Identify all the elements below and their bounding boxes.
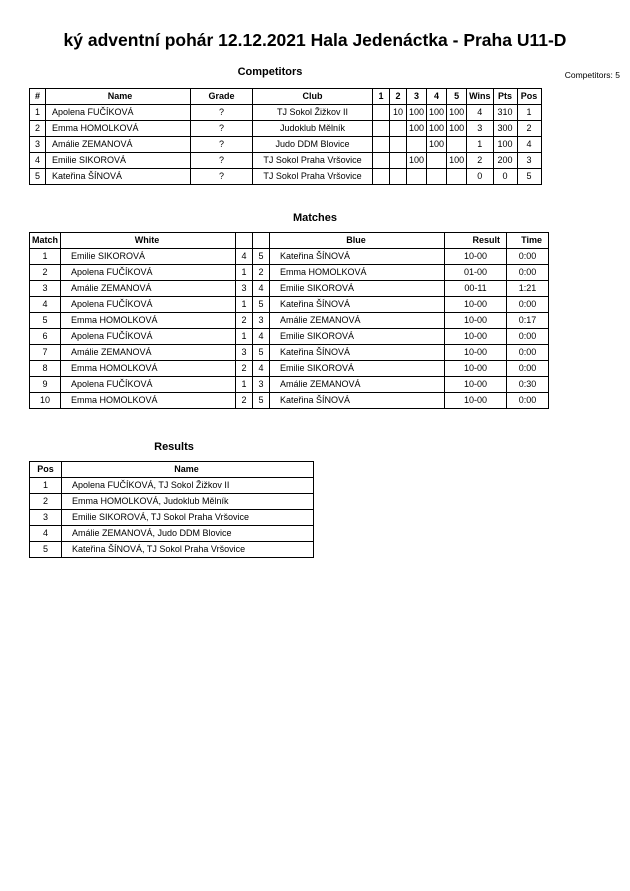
cell-time: 0:00	[507, 393, 549, 409]
cell-white-number: 4	[236, 249, 253, 265]
cell-time: 0:30	[507, 377, 549, 393]
cell-wins: 0	[467, 169, 493, 185]
cell-round-2	[390, 153, 407, 169]
cell-white-number: 2	[236, 361, 253, 377]
cell-name: Emma HOMOLKOVÁ, Judoklub Mělník	[62, 494, 314, 510]
cell-points: 100	[493, 137, 517, 153]
column-header-white: White	[61, 233, 236, 249]
column-header-round-4: 4	[427, 89, 447, 105]
column-header-name: Name	[62, 462, 314, 478]
column-header-time: Time	[507, 233, 549, 249]
cell-time: 0:00	[507, 329, 549, 345]
cell-blue-number: 4	[253, 361, 270, 377]
cell-name: Amálie ZEMANOVÁ	[46, 137, 191, 153]
cell-match-number: 4	[30, 297, 61, 313]
cell-match-number: 5	[30, 313, 61, 329]
cell-club: TJ Sokol Žižkov II	[253, 105, 373, 121]
cell-time: 0:00	[507, 345, 549, 361]
table-row	[30, 313, 549, 329]
table-header-row	[30, 462, 314, 478]
column-header-number: #	[30, 89, 46, 105]
column-header-points: Pts	[493, 89, 517, 105]
results-section-heading: Results	[154, 441, 194, 453]
column-header-blue-number	[253, 233, 270, 249]
cell-result: 10-00	[445, 249, 507, 265]
cell-name: Apolena FUČÍKOVÁ	[46, 105, 191, 121]
cell-round-3: 100	[407, 153, 427, 169]
cell-number: 5	[30, 169, 46, 185]
cell-round-2	[390, 137, 407, 153]
table-row	[30, 345, 549, 361]
cell-position: 2	[30, 494, 62, 510]
cell-position: 5	[517, 169, 541, 185]
cell-round-1	[373, 137, 390, 153]
results-table	[29, 461, 314, 558]
cell-round-2	[390, 121, 407, 137]
cell-match-number: 6	[30, 329, 61, 345]
cell-white-name: Apolena FUČÍKOVÁ	[61, 297, 236, 313]
column-header-club: Club	[253, 89, 373, 105]
table-row	[30, 265, 549, 281]
cell-white-name: Amálie ZEMANOVÁ	[61, 281, 236, 297]
cell-white-name: Emilie SIKOROVÁ	[61, 249, 236, 265]
cell-white-number: 1	[236, 377, 253, 393]
cell-match-number: 3	[30, 281, 61, 297]
cell-round-5: 100	[447, 121, 467, 137]
cell-match-number: 10	[30, 393, 61, 409]
cell-result: 10-00	[445, 329, 507, 345]
cell-number: 4	[30, 153, 46, 169]
cell-wins: 1	[467, 137, 493, 153]
cell-round-4: 100	[427, 121, 447, 137]
table-row	[30, 137, 542, 153]
cell-result: 01-00	[445, 265, 507, 281]
cell-time: 0:17	[507, 313, 549, 329]
cell-name: Emma HOMOLKOVÁ	[46, 121, 191, 137]
cell-points: 310	[493, 105, 517, 121]
column-header-round-1: 1	[373, 89, 390, 105]
cell-result: 10-00	[445, 345, 507, 361]
column-header-position: Pos	[30, 462, 62, 478]
cell-white-name: Apolena FUČÍKOVÁ	[61, 377, 236, 393]
cell-match-number: 2	[30, 265, 61, 281]
cell-club: Judoklub Mělník	[253, 121, 373, 137]
matches-table	[29, 232, 549, 409]
cell-name: Kateřina ŠÍNOVÁ	[46, 169, 191, 185]
cell-white-number: 2	[236, 313, 253, 329]
table-header-row	[30, 89, 542, 105]
cell-club: TJ Sokol Praha Vršovice	[253, 169, 373, 185]
cell-position: 2	[517, 121, 541, 137]
table-row	[30, 361, 549, 377]
table-row	[30, 510, 314, 526]
table-row	[30, 281, 549, 297]
cell-number: 2	[30, 121, 46, 137]
cell-position: 4	[517, 137, 541, 153]
cell-white-number: 3	[236, 281, 253, 297]
cell-time: 0:00	[507, 265, 549, 281]
cell-position: 1	[30, 478, 62, 494]
competitors-table	[29, 88, 542, 185]
cell-white-number: 1	[236, 329, 253, 345]
cell-result: 00-11	[445, 281, 507, 297]
table-row	[30, 542, 314, 558]
cell-match-number: 7	[30, 345, 61, 361]
cell-result: 10-00	[445, 313, 507, 329]
column-header-round-5: 5	[447, 89, 467, 105]
cell-name: Amálie ZEMANOVÁ, Judo DDM Blovice	[62, 526, 314, 542]
cell-white-name: Apolena FUČÍKOVÁ	[61, 265, 236, 281]
cell-time: 0:00	[507, 249, 549, 265]
cell-blue-name: Emma HOMOLKOVÁ	[270, 265, 445, 281]
cell-points: 0	[493, 169, 517, 185]
cell-name: Emilie SIKOROVÁ, TJ Sokol Praha Vršovice	[62, 510, 314, 526]
cell-club: Judo DDM Blovice	[253, 137, 373, 153]
cell-white-number: 2	[236, 393, 253, 409]
cell-number: 1	[30, 105, 46, 121]
cell-round-5	[447, 137, 467, 153]
cell-match-number: 8	[30, 361, 61, 377]
table-row	[30, 297, 549, 313]
cell-blue-number: 5	[253, 297, 270, 313]
table-row	[30, 249, 549, 265]
cell-grade: ?	[191, 137, 253, 153]
cell-blue-number: 4	[253, 281, 270, 297]
column-header-result: Result	[445, 233, 507, 249]
cell-position: 3	[30, 510, 62, 526]
cell-position: 1	[517, 105, 541, 121]
cell-match-number: 9	[30, 377, 61, 393]
cell-name: Kateřina ŠÍNOVÁ, TJ Sokol Praha Vršovice	[62, 542, 314, 558]
table-header-row	[30, 233, 549, 249]
table-row	[30, 478, 314, 494]
cell-blue-number: 5	[253, 393, 270, 409]
cell-round-4: 100	[427, 105, 447, 121]
cell-white-number: 3	[236, 345, 253, 361]
cell-round-4	[427, 153, 447, 169]
cell-white-name: Apolena FUČÍKOVÁ	[61, 329, 236, 345]
cell-points: 200	[493, 153, 517, 169]
cell-white-name: Amálie ZEMANOVÁ	[61, 345, 236, 361]
column-header-wins: Wins	[467, 89, 493, 105]
table-row	[30, 121, 542, 137]
cell-round-1	[373, 105, 390, 121]
table-row	[30, 393, 549, 409]
cell-white-number: 1	[236, 265, 253, 281]
cell-position: 4	[30, 526, 62, 542]
cell-white-name: Emma HOMOLKOVÁ	[61, 313, 236, 329]
cell-round-1	[373, 121, 390, 137]
cell-result: 10-00	[445, 361, 507, 377]
cell-wins: 2	[467, 153, 493, 169]
column-header-name: Name	[46, 89, 191, 105]
cell-round-1	[373, 153, 390, 169]
cell-result: 10-00	[445, 377, 507, 393]
competitors-count-label: Competitors: 5	[564, 70, 620, 80]
cell-time: 0:00	[507, 361, 549, 377]
cell-name: Apolena FUČÍKOVÁ, TJ Sokol Žižkov II	[62, 478, 314, 494]
table-row	[30, 377, 549, 393]
cell-time: 1:21	[507, 281, 549, 297]
cell-round-3	[407, 137, 427, 153]
cell-match-number: 1	[30, 249, 61, 265]
page-title: ký adventní pohár 12.12.2021 Hala Jedenáctka - Praha U11-D	[63, 30, 567, 50]
cell-grade: ?	[191, 153, 253, 169]
cell-blue-number: 2	[253, 265, 270, 281]
cell-position: 3	[517, 153, 541, 169]
cell-blue-name: Emilie SIKOROVÁ	[270, 361, 445, 377]
cell-round-2: 10	[390, 105, 407, 121]
cell-time: 0:00	[507, 297, 549, 313]
table-row	[30, 105, 542, 121]
cell-round-3: 100	[407, 105, 427, 121]
column-header-round-3: 3	[407, 89, 427, 105]
cell-result: 10-00	[445, 393, 507, 409]
column-header-blue: Blue	[270, 233, 445, 249]
cell-round-2	[390, 169, 407, 185]
cell-round-4	[427, 169, 447, 185]
cell-white-name: Emma HOMOLKOVÁ	[61, 393, 236, 409]
cell-round-4: 100	[427, 137, 447, 153]
cell-round-5: 100	[447, 153, 467, 169]
table-row	[30, 526, 314, 542]
competitors-section-heading: Competitors	[237, 66, 303, 78]
cell-round-5	[447, 169, 467, 185]
cell-round-1	[373, 169, 390, 185]
cell-blue-name: Kateřina ŠÍNOVÁ	[270, 249, 445, 265]
column-header-round-2: 2	[390, 89, 407, 105]
cell-round-3: 100	[407, 121, 427, 137]
cell-position: 5	[30, 542, 62, 558]
cell-result: 10-00	[445, 297, 507, 313]
cell-blue-number: 5	[253, 249, 270, 265]
column-header-match: Match	[30, 233, 61, 249]
cell-points: 300	[493, 121, 517, 137]
cell-blue-name: Amálie ZEMANOVÁ	[270, 377, 445, 393]
cell-blue-name: Kateřina ŠÍNOVÁ	[270, 345, 445, 361]
table-row	[30, 153, 542, 169]
column-header-grade: Grade	[191, 89, 253, 105]
cell-white-name: Emma HOMOLKOVÁ	[61, 361, 236, 377]
cell-wins: 4	[467, 105, 493, 121]
cell-round-5: 100	[447, 105, 467, 121]
cell-grade: ?	[191, 121, 253, 137]
cell-blue-name: Kateřina ŠÍNOVÁ	[270, 297, 445, 313]
column-header-white-number	[236, 233, 253, 249]
cell-blue-name: Kateřina ŠÍNOVÁ	[270, 393, 445, 409]
cell-club: TJ Sokol Praha Vršovice	[253, 153, 373, 169]
cell-blue-number: 5	[253, 345, 270, 361]
cell-blue-number: 3	[253, 313, 270, 329]
cell-number: 3	[30, 137, 46, 153]
cell-blue-name: Amálie ZEMANOVÁ	[270, 313, 445, 329]
cell-grade: ?	[191, 169, 253, 185]
cell-white-number: 1	[236, 297, 253, 313]
cell-grade: ?	[191, 105, 253, 121]
cell-blue-name: Emilie SIKOROVÁ	[270, 281, 445, 297]
table-row	[30, 494, 314, 510]
table-row	[30, 169, 542, 185]
cell-blue-name: Emilie SIKOROVÁ	[270, 329, 445, 345]
table-row	[30, 329, 549, 345]
cell-wins: 3	[467, 121, 493, 137]
cell-blue-number: 4	[253, 329, 270, 345]
column-header-position: Pos	[517, 89, 541, 105]
cell-name: Emilie SIKOROVÁ	[46, 153, 191, 169]
cell-blue-number: 3	[253, 377, 270, 393]
matches-section-heading: Matches	[292, 212, 338, 224]
cell-round-3	[407, 169, 427, 185]
